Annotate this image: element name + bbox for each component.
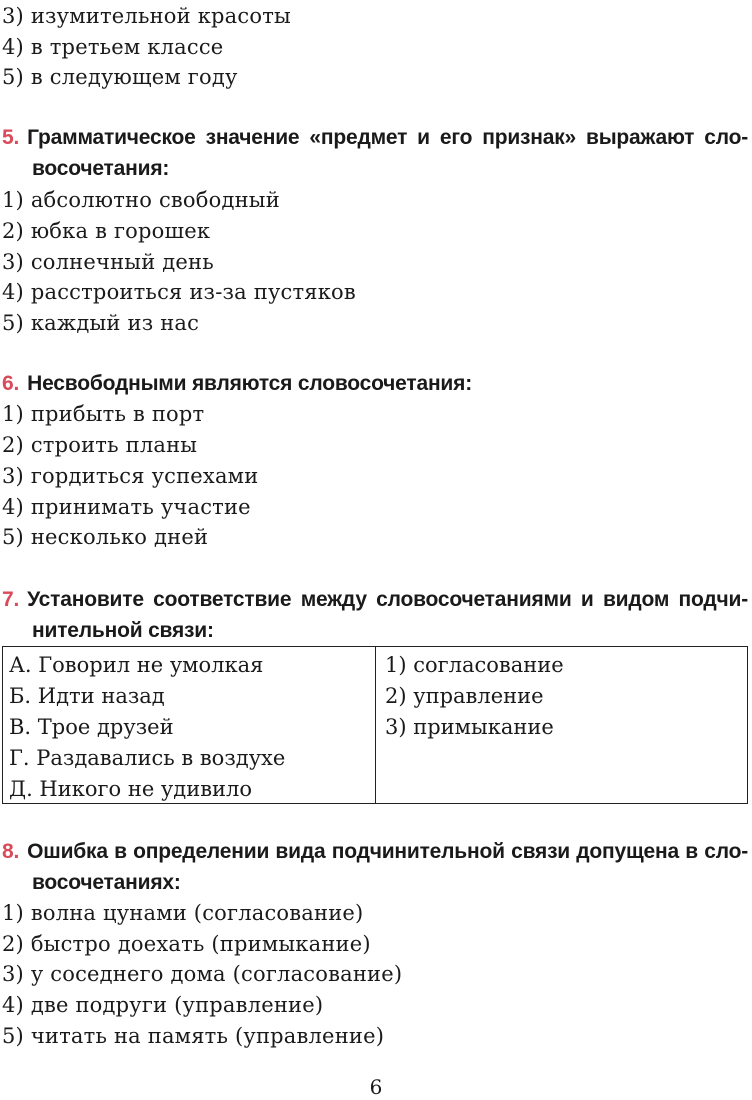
list-item: 4) в третьем классе — [2, 35, 224, 59]
question-number: 6. — [2, 372, 20, 395]
list-item: 4) расстроиться из-за пустяков — [2, 280, 356, 304]
table-left-item: А. Говорил не умолкая — [9, 653, 264, 677]
question-text-line2: нительной связи: — [32, 619, 214, 642]
question-text-line1: Установите соответствие между словосочетаниями и видом подчи- — [27, 588, 748, 611]
table-divider — [375, 647, 376, 803]
list-item: 1) прибыть в порт — [2, 402, 205, 426]
question-6 — [2, 368, 748, 399]
question-text-line1: Несвободными являются словосочетания: — [27, 372, 472, 395]
list-item: 5) каждый из нас — [2, 311, 200, 335]
table-left-item: В. Трое друзей — [9, 715, 174, 739]
list-item: 3) гордиться успехами — [2, 464, 259, 488]
list-item: 3) солнечный день — [2, 250, 214, 274]
question-text-line1: Грамматическое значение «предмет и его признак» выражают сло- — [27, 126, 748, 149]
table-right-item: 2) управление — [385, 684, 544, 708]
list-item: 2) быстро доехать (примыкание) — [2, 932, 371, 956]
list-item: 2) юбка в горошек — [2, 219, 211, 243]
table-left-item: Г. Раздавались в воздухе — [9, 746, 286, 770]
list-item: 5) в следующем году — [2, 65, 238, 89]
matching-table — [2, 646, 748, 804]
question-text-line1: Ошибка в определении вида подчинительной связи допущена в сло- — [27, 840, 748, 863]
question-number: 5. — [2, 126, 20, 149]
table-left-item: Д. Никого не удивило — [9, 777, 253, 801]
list-item: 3) у соседнего дома (согласование) — [2, 962, 403, 986]
question-5 — [2, 122, 748, 184]
table-right-item: 1) согласование — [385, 653, 564, 677]
question-8 — [2, 836, 748, 898]
list-item: 1) абсолютно свободный — [2, 188, 280, 212]
list-item: 5) несколько дней — [2, 525, 209, 549]
question-text-line2: восочетания: — [32, 157, 170, 180]
table-right-item: 3) примыкание — [385, 715, 554, 739]
page-number: 6 — [369, 1075, 383, 1099]
list-item: 1) волна цунами (согласование) — [2, 901, 364, 925]
list-item: 2) строить планы — [2, 433, 198, 457]
question-number: 8. — [2, 840, 20, 863]
question-text-line2: восочетаниях: — [32, 871, 181, 894]
question-7 — [2, 584, 748, 646]
list-item: 4) две подруги (управление) — [2, 993, 324, 1017]
list-item: 3) изумительной красоты — [2, 4, 291, 28]
question-number: 7. — [2, 588, 20, 611]
list-item: 4) принимать участие — [2, 495, 251, 519]
table-left-item: Б. Идти назад — [9, 684, 165, 708]
list-item: 5) читать на память (управление) — [2, 1024, 385, 1048]
